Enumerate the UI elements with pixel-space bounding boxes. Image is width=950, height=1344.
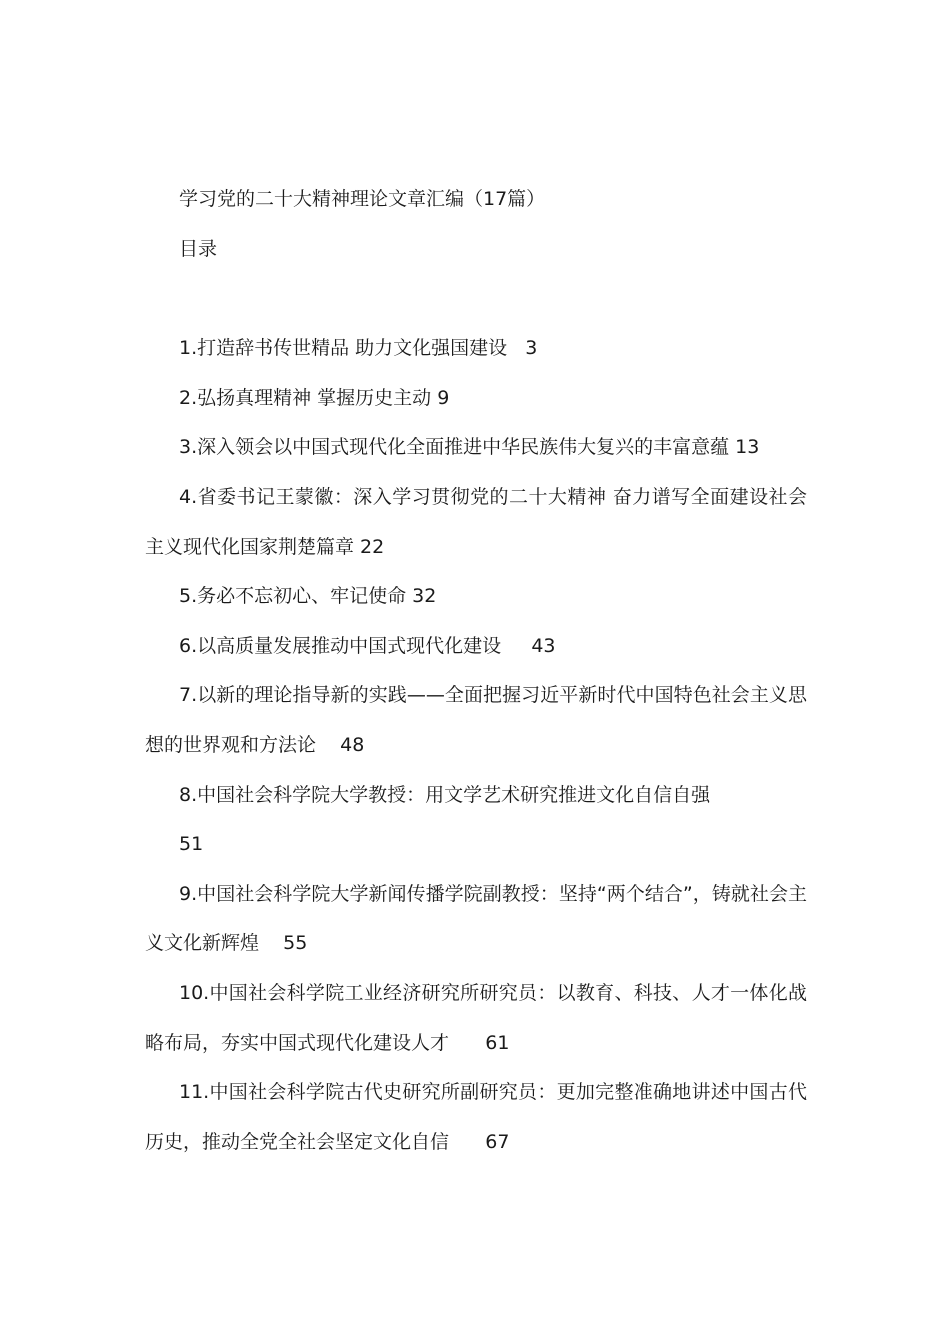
document-title: 学习党的二十大精神理论文章汇编（17篇） <box>179 188 546 210</box>
toc-entry-10[interactable]: 10.中国社会科学院工业经济研究所研究员：以教育、科技、人才一体化战略布局，夯实中国式现代化建设人才 61 <box>145 981 807 1054</box>
toc-entry-3[interactable]: 3.深入领会以中国式现代化全面推进中华民族伟大复兴的丰富意蕴 13 <box>179 436 760 459</box>
spacer <box>145 274 807 324</box>
toc-entry-1[interactable]: 1.打造辞书传世精品 助力文化强国建设 3 <box>179 337 538 360</box>
toc-heading: 目录 <box>179 237 218 260</box>
toc-entry-4[interactable]: 4.省委书记王蒙徽：深入学习贯彻党的二十大精神 奋力谱写全面建设社会主义现代化国家荆楚篇章 22 <box>145 485 807 558</box>
toc-entry-8-page[interactable]: 51 <box>179 833 204 856</box>
toc-entry-11[interactable]: 11.中国社会科学院古代史研究所副研究员：更加完整准确地讲述中国古代历史，推动全党全社会坚定文化自信 67 <box>145 1081 807 1153</box>
toc-entry-2[interactable]: 2.弘扬真理精神 掌握历史主动 9 <box>179 386 450 409</box>
toc-entry-9[interactable]: 9.中国社会科学院大学新闻传播学院副教授：坚持“两个结合”，铸就社会主义文化新辉煌 55 <box>145 882 807 955</box>
toc-entry-5[interactable]: 5.务必不忘初心、牢记使命 32 <box>179 585 437 608</box>
toc-entry-7[interactable]: 7.以新的理论指导新的实践——全面把握习近平新时代中国特色社会主义思想的世界观和方法论 48 <box>145 684 807 756</box>
toc-entry-6[interactable]: 6.以高质量发展推动中国式现代化建设 43 <box>179 634 556 657</box>
document-content <box>145 175 807 1167</box>
toc-entry-8[interactable]: 8.中国社会科学院大学教授：用文学艺术研究推进文化自信自强 <box>179 783 711 806</box>
